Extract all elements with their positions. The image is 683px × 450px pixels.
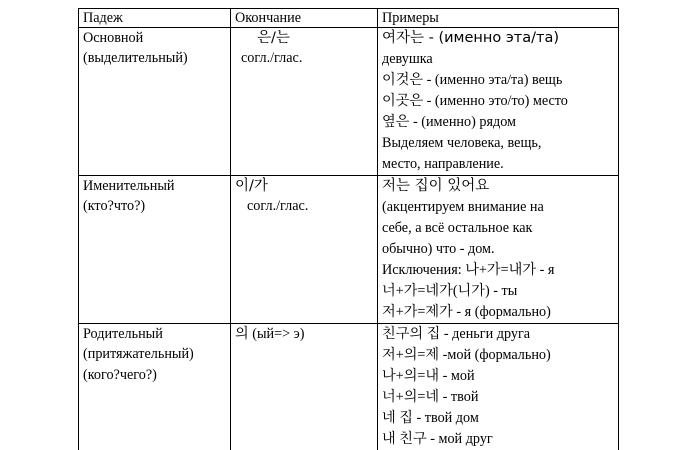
- examples-cell: [378, 176, 619, 324]
- table-row-nominative: [79, 176, 619, 324]
- header-ending: Окончание: [231, 9, 378, 28]
- case-subtitle: (кто?что?): [83, 196, 226, 216]
- example-line: 저+의=제 -мой (формально): [382, 345, 614, 366]
- ending-cell: [231, 324, 378, 450]
- grammar-case-table: [78, 8, 619, 450]
- example-line: 여자는 - (именно эта/та): [382, 28, 614, 49]
- ending-particle: 의 (ый=> э): [235, 324, 373, 344]
- example-line: Исключения: 나+가=내가 - я: [382, 260, 614, 281]
- case-name: Родительный: [83, 324, 226, 344]
- ending-cell: [231, 28, 378, 176]
- case-name: Именительный: [83, 176, 226, 196]
- case-cell: [79, 324, 231, 450]
- ending-particle: 은/는: [235, 28, 373, 48]
- example-line: 네 집 - твой дом: [382, 408, 614, 429]
- example-line: 저+가=제가 - я (формально): [382, 302, 614, 323]
- case-name: Основной: [83, 28, 226, 48]
- example-line: 친구의 집 - деньги друга: [382, 324, 614, 345]
- example-line: 저는 집이 있어요: [382, 176, 614, 197]
- header-case: Падеж: [79, 9, 231, 28]
- examples-cell: [378, 28, 619, 176]
- header-examples: Примеры: [378, 9, 619, 28]
- case-cell: [79, 176, 231, 324]
- example-line: 너+의=네 - твой: [382, 387, 614, 408]
- example-line: Выделяем человека, вещь,: [382, 133, 614, 154]
- example-line: обычно) что - дом.: [382, 239, 614, 260]
- table-row-basic: [79, 28, 619, 176]
- table-header-row: [79, 9, 619, 28]
- example-line: 이곳은 - (именно это/то) место: [382, 91, 614, 112]
- example-line: 내 친구 - мой друг: [382, 429, 614, 450]
- example-line: себе, а всё остальное как: [382, 218, 614, 239]
- case-question: (кого?чего?): [83, 365, 226, 385]
- example-line: (акцентируем внимание на: [382, 197, 614, 218]
- table-row-genitive: [79, 324, 619, 450]
- ending-particle: 이/가: [235, 176, 373, 196]
- examples-cell: [378, 324, 619, 450]
- case-subtitle: (притяжательный): [83, 344, 226, 364]
- example-line: 이것은 - (именно эта/та) вещь: [382, 70, 614, 91]
- example-line: 옆은 - (именно) рядом: [382, 112, 614, 133]
- ending-note: согл./глас.: [235, 48, 373, 68]
- example-line: 너+가=네가(니가) - ты: [382, 281, 614, 302]
- case-cell: [79, 28, 231, 176]
- example-line: девушка: [382, 49, 614, 70]
- case-subtitle: (выделительный): [83, 48, 226, 68]
- example-line: место, направление.: [382, 154, 614, 175]
- ending-cell: [231, 176, 378, 324]
- ending-note: согл./глас.: [235, 196, 373, 216]
- example-line: 나+의=내 - мой: [382, 366, 614, 387]
